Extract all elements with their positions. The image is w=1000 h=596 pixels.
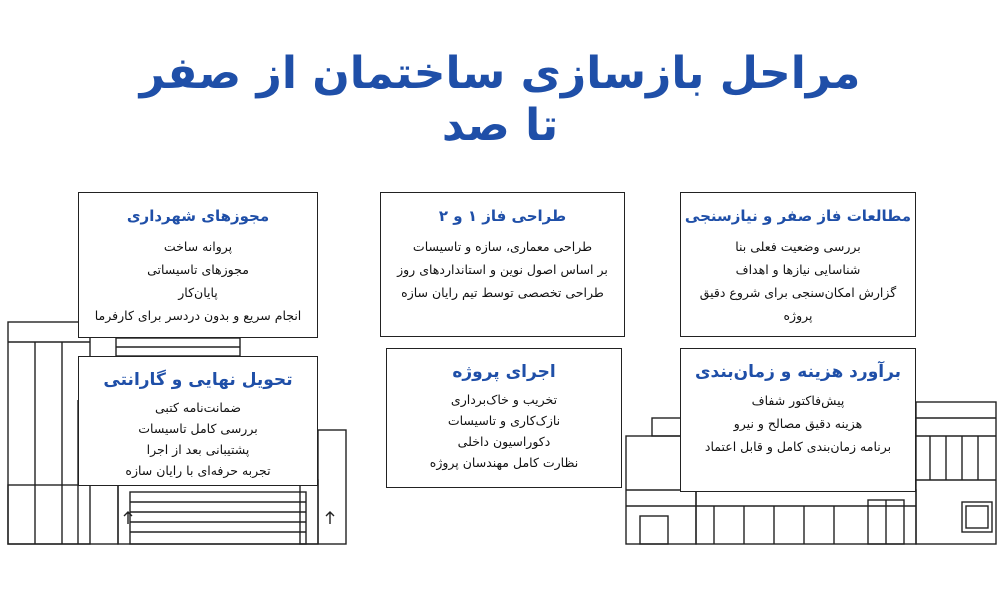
card-item: پایان‌کار [178,285,218,300]
card-item: طراحی معماری، سازه و تاسیسات [412,239,593,254]
phase-card-design [380,192,625,337]
card-item: نظارت کامل مهندسان پروژه [429,455,579,470]
card-item: بررسی وضعیت فعلی بنا [735,239,861,254]
phase-card-handover-warranty [78,356,318,486]
card-title: طراحی فاز ۱ و ۲ [438,207,567,225]
card-title: اجرای پروژه [452,362,556,382]
phase-card-cost-estimate [680,348,916,492]
card-item: بر اساس اصول نوین و استانداردهای روز [397,262,608,277]
phase-card-feasibility [680,192,916,337]
card-title: برآورد هزینه و زمان‌بندی [694,362,902,382]
card-title: مطالعات فاز صفر و نیازسنجی [684,207,912,225]
card-item: دکوراسیون داخلی [457,434,551,449]
card-item: پیش‌فاکتور شفاف [751,393,845,408]
phase-card-permits [78,192,318,338]
card-title: تحویل نهایی و گارانتی [103,370,293,390]
card-item: پشتیبانی بعد از اجرا [146,442,250,457]
card-item: پروانه ساخت [163,239,233,254]
card-title: مجوزهای شهرداری [126,207,270,225]
card-item: انجام سریع و بدون دردسر برای کارفرما [94,308,302,323]
card-item: تجربه حرفه‌ای با رایان سازه [125,463,271,478]
card-item: پروژه [783,308,813,323]
card-item: بررسی کامل تاسیسات [138,421,258,436]
card-item: نازک‌کاری و تاسیسات [447,413,561,428]
card-item: مجوزهای تاسیساتی [147,262,249,277]
card-item: هزینه دقیق مصالح و نیرو [733,416,863,431]
phase-card-execution [386,348,622,488]
page-title: مراحل بازسازی ساختمان از صفر تا صد [139,48,861,151]
card-item: گزارش امکان‌سنجی برای شروع دقیق [699,285,897,300]
card-item: تخریب و خاک‌برداری [450,392,558,407]
card-item: شناسایی نیازها و اهداف [735,262,861,277]
card-item: طراحی تخصصی توسط تیم رایان سازه [401,285,604,300]
card-item: برنامه زمان‌بندی کامل و قابل اعتماد [704,439,892,454]
card-item: ضمانت‌نامه کتبی [155,400,241,415]
